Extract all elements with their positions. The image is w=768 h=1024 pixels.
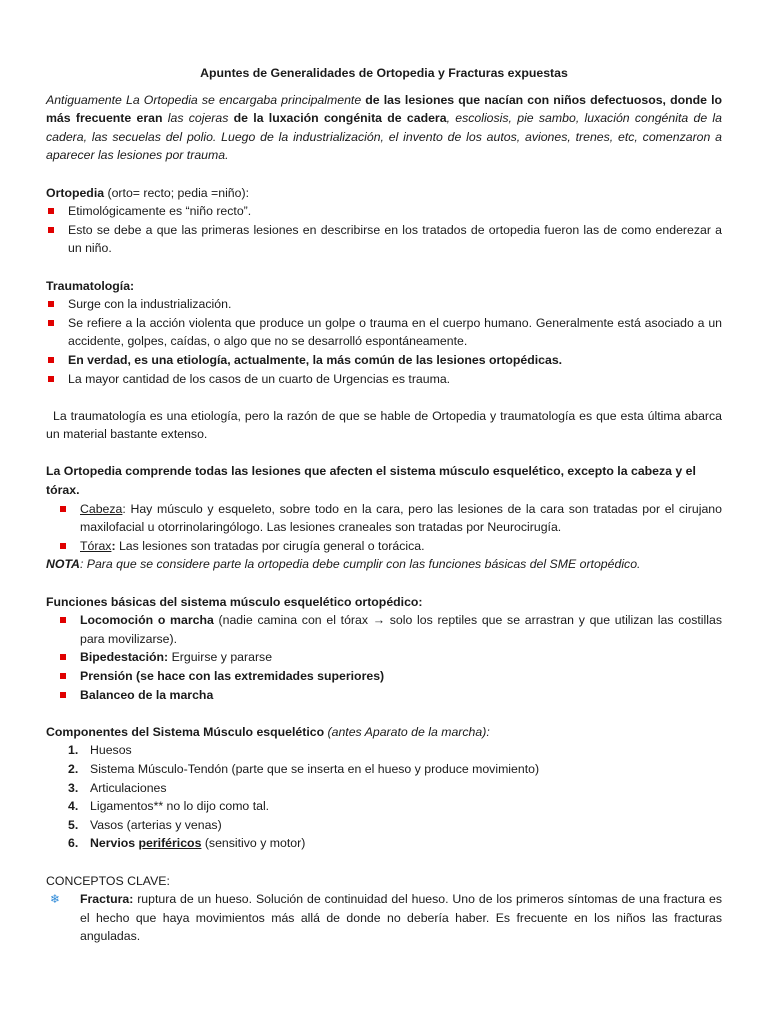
list-item [46, 741, 722, 760]
list-item [46, 611, 722, 648]
fractura-text: ruptura de un hueso. Solución de continuidad del hueso. Uno de los primeros síntomas de una fractura es el hecho que haya movimientos más allá de donde no debería haber. Es frecuente en los niños las fracturas anguladas. [80, 892, 722, 944]
list-item-text: Vasos (arterias y venas) [90, 817, 222, 832]
cabeza-text: : Hay músculo y esqueleto, sobre todo en la cara, pero las lesiones de la cara son tratadas por el cirujano maxilofacial u otorrinolaringólogo. Las lesiones craneales son tratadas por Neurocirugía. [80, 501, 722, 535]
componentes-heading-italic: (antes Aparato de la marcha): [324, 724, 490, 739]
list-item [46, 295, 722, 314]
square-bullet-icon [60, 692, 66, 698]
torax-colon: : [111, 538, 116, 553]
square-bullet-icon [48, 376, 54, 382]
comprende-list [46, 500, 722, 556]
square-bullet-icon [48, 208, 54, 214]
square-bullet-icon [60, 654, 66, 660]
list-item-bold: Nervios [90, 836, 139, 851]
list-item-text: Balanceo de la marcha [80, 687, 214, 702]
list-item-text: Prensión (se hace con las extremidades superiores) [80, 669, 385, 683]
list-item [46, 834, 722, 853]
list-item-text: En verdad, es una etiología, actualmente, la más común de las lesiones ortopédicas. [68, 352, 563, 367]
list-item-text: Ligamentos** no lo dijo como tal. [90, 799, 270, 814]
list-item [46, 221, 722, 258]
list-item-underlined: periféricos [138, 836, 202, 851]
list-item [46, 890, 722, 946]
square-bullet-icon [48, 301, 54, 307]
componentes-heading [46, 723, 722, 742]
list-item-text: Huesos [90, 743, 132, 758]
ortopedia-heading [46, 184, 722, 203]
list-item [46, 314, 722, 351]
square-bullet-icon [60, 673, 66, 679]
list-number: 4. [68, 799, 79, 814]
list-number: 1. [68, 743, 79, 758]
square-bullet-icon [48, 320, 54, 326]
list-item [46, 351, 722, 370]
funciones-list [46, 611, 722, 704]
list-item-text: Erguirse y pararse [168, 650, 273, 665]
intro-bold-2: de la luxación congénita de cadera [228, 111, 447, 126]
list-number: 2. [68, 761, 79, 776]
intro-italic-3: , escoliosis, pie sambo, luxación congénita de la cadera, las secuelas del polio. Luego de la industrialización, el invento de los autos, aviones, trenes, etc, comenzaron a aparecer las lesiones por trauma. [46, 111, 722, 163]
list-item [46, 667, 722, 686]
square-bullet-icon [60, 506, 66, 512]
list-item [46, 760, 722, 779]
list-number: 5. [68, 817, 79, 832]
intro-italic-2: las cojeras [162, 111, 229, 126]
page-title: Apuntes de Generalidades de Ortopedia y Fracturas expuestas [200, 66, 568, 80]
nota-text: : Para que se considere parte la ortopedia debe cumplir con las funciones básicas del SME ortopédico. [79, 557, 641, 572]
fractura-label: Fractura: [80, 892, 134, 907]
list-item [46, 537, 722, 556]
cabeza-label: Cabeza [80, 501, 123, 516]
intro-paragraph [46, 91, 722, 165]
list-item-text: (sensitivo y motor) [201, 836, 306, 851]
list-item-bold: Bipedestación: [80, 650, 169, 665]
list-item-text: Esto se debe a que las primeras lesiones en describirse en los tratados de ortopedia fueron las de como enderezar a un niño. [68, 222, 722, 256]
square-bullet-icon [60, 617, 66, 623]
list-item-text: La mayor cantidad de los casos de un cuarto de Urgencias es trauma. [68, 371, 451, 386]
funciones-heading: Funciones básicas del sistema músculo esquelético ortopédico: [46, 594, 423, 609]
traumatologia-list [46, 295, 722, 388]
componentes-heading-bold: Componentes del Sistema Músculo esquelético [46, 724, 325, 739]
ortopedia-heading-bold: Ortopedia [46, 185, 105, 200]
square-bullet-icon [60, 543, 66, 549]
list-item [46, 202, 722, 221]
square-bullet-icon [48, 227, 54, 233]
list-item-text: (nadie camina con el tórax → solo los reptiles que se arrastran y que utilizan las costillas para movilizarse). [80, 613, 722, 646]
intro-italic-1: Antiguamente La Ortopedia se encargaba principalmente [46, 92, 362, 107]
list-item [46, 500, 722, 537]
list-item-text: Se refiere a la acción violenta que produce un golpe o trauma en el cuerpo humano. Generalmente está asociado a un accidente, golpes, caídas, o algo que no se desarrolló espontáneamente. [68, 315, 722, 349]
torax-label: Tórax [80, 538, 112, 553]
list-number: 3. [68, 780, 79, 795]
nota-paragraph [46, 555, 722, 574]
snowflake-icon: ❄ [50, 892, 61, 907]
list-item-text: Etimológicamente es “niño recto”. [68, 204, 252, 219]
ortopedia-list [46, 202, 722, 258]
list-item [46, 648, 722, 667]
componentes-list [46, 741, 722, 853]
list-item-text: Surge con la industrialización. [68, 297, 232, 312]
conceptos-heading: CONCEPTOS CLAVE: [46, 873, 170, 888]
ortopedia-heading-rest: (orto= recto; pedia =niño): [104, 185, 249, 200]
list-item-text: Articulaciones [90, 780, 167, 795]
trauma-paragraph: La traumatología es una etiología, pero la razón de que se hable de Ortopedia y traumatología es que esta última abarca un material bastante extenso. [46, 408, 722, 442]
square-bullet-icon [48, 357, 54, 363]
comprende-heading: La Ortopedia comprende todas las lesiones que afecten el sistema músculo esquelético, excepto la cabeza y el tórax. [46, 464, 696, 498]
list-number: 6. [68, 836, 79, 851]
intro-bold-1: de las lesiones que nacían con niños defectuosos, donde lo más frecuente eran [46, 92, 722, 126]
torax-text: Las lesiones son tratadas por cirugía general o torácica. [115, 538, 425, 553]
list-item [46, 370, 722, 389]
list-item [46, 797, 722, 816]
list-item [46, 816, 722, 835]
nota-label: NOTA [46, 557, 80, 572]
list-item [46, 686, 722, 705]
list-item-bold: Locomoción o marcha [80, 613, 214, 628]
conceptos-list [46, 890, 722, 946]
traumatologia-heading: Traumatología: [46, 278, 135, 293]
list-item [46, 779, 722, 798]
list-item-text: Sistema Músculo-Tendón (parte que se inserta en el hueso y produce movimiento) [90, 761, 540, 776]
